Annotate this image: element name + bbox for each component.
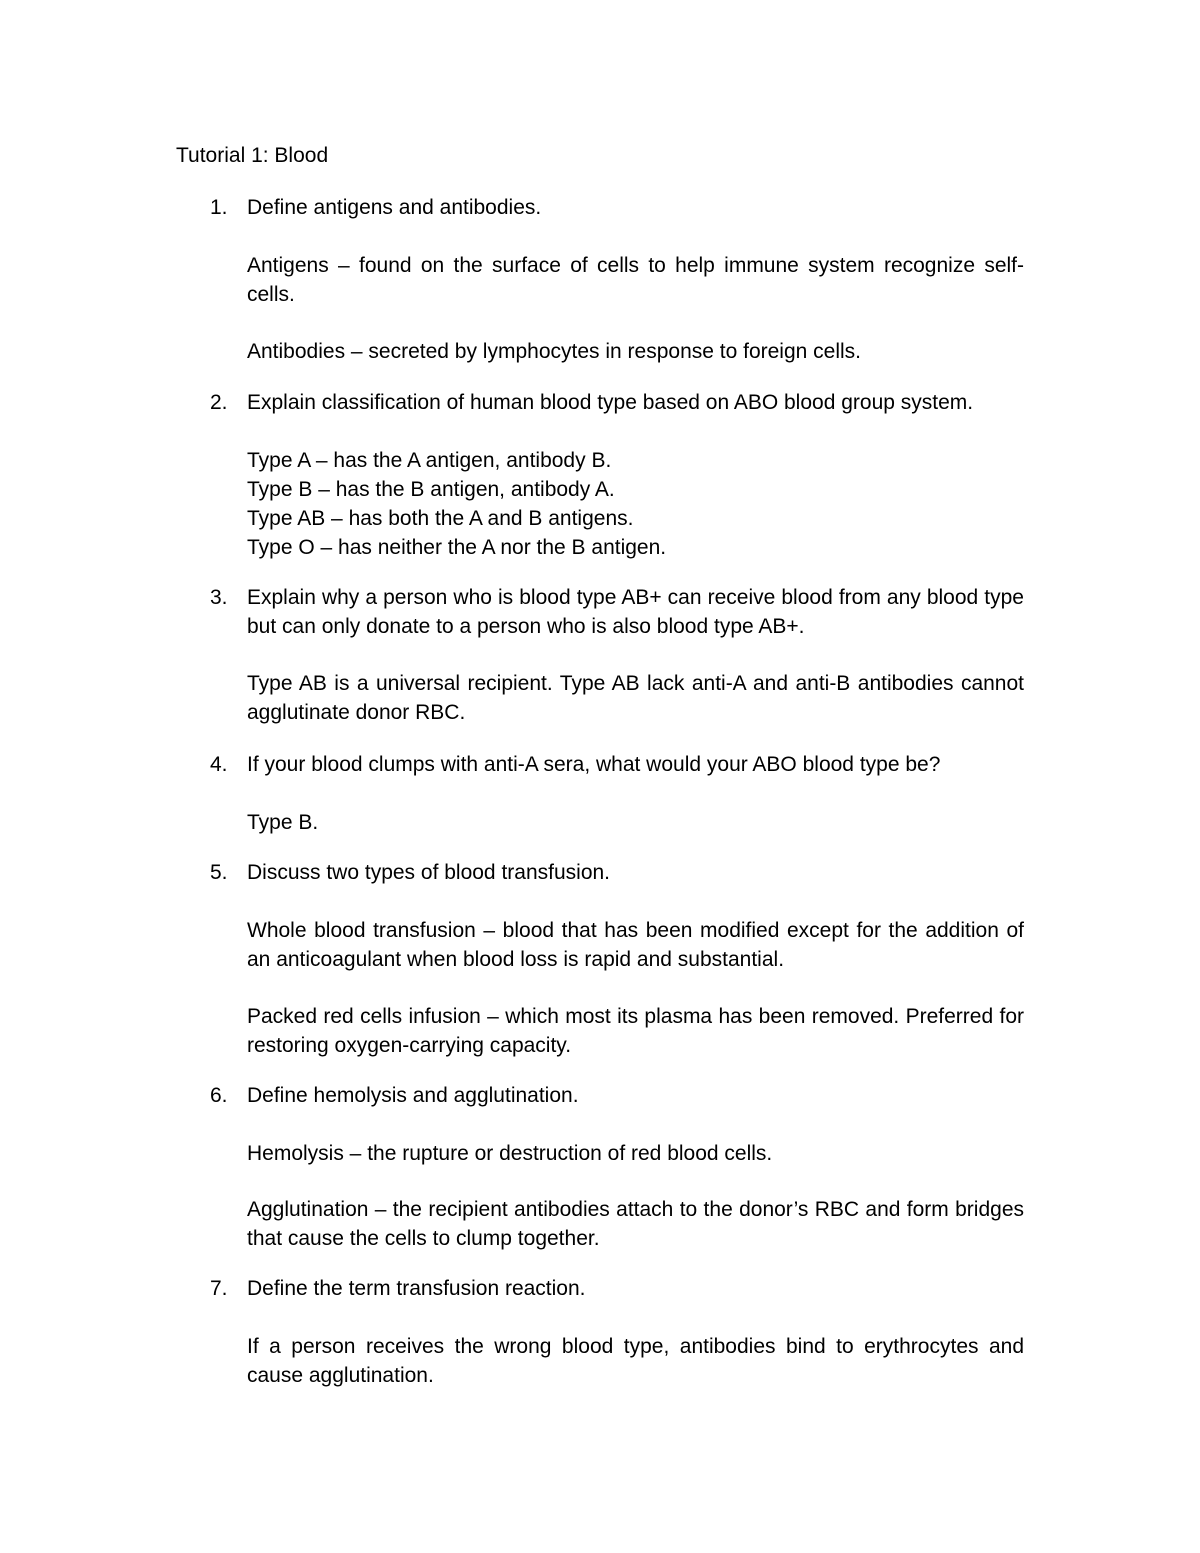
answer-7: If a person receives the wrong blood type, antibodies bind to erythrocytes and cause agglutination. — [247, 1335, 1024, 1387]
question-3-text: Explain why a person who is blood type AB+ can receive blood from any blood type but can only donate to a person who is also blood type AB+. — [247, 586, 1024, 638]
answer-1-antibodies: Antibodies – secreted by lymphocytes in response to foreign cells. — [247, 340, 861, 363]
answer-5-whole-blood: Whole blood transfusion – blood that has been modified except for the addition of an anticoagulant when blood loss is rapid and substantial. — [247, 919, 1024, 971]
question-6-text: Define hemolysis and agglutination. — [247, 1084, 579, 1107]
question-1-number: 1. — [210, 196, 228, 219]
answer-1-antigens: Antigens – found on the surface of cells to help immune system recognize self-cells. — [247, 254, 1024, 306]
question-1-text: Define antigens and antibodies. — [247, 196, 542, 219]
page-title: Tutorial 1: Blood — [176, 144, 329, 167]
answer-4: Type B. — [247, 811, 319, 834]
question-7-number: 7. — [210, 1277, 228, 1300]
question-4-text: If your blood clumps with anti-A sera, what would your ABO blood type be? — [247, 753, 941, 776]
answer-5-packed-cells: Packed red cells infusion – which most its plasma has been removed. Preferred for restoring oxygen-carrying capacity. — [247, 1005, 1024, 1057]
answer-3: Type AB is a universal recipient. Type AB lack anti-A and anti-B antibodies cannot agglutinate donor RBC. — [247, 672, 1024, 724]
question-5-text: Discuss two types of blood transfusion. — [247, 861, 611, 884]
question-5-number: 5. — [210, 861, 228, 884]
answer-2-type-b: Type B – has the B antigen, antibody A. — [247, 478, 615, 501]
question-2-number: 2. — [210, 391, 228, 414]
question-2-text: Explain classification of human blood type based on ABO blood group system. — [247, 391, 974, 414]
answer-6-hemolysis: Hemolysis – the rupture or destruction of red blood cells. — [247, 1142, 773, 1165]
question-6-number: 6. — [210, 1084, 228, 1107]
question-7-text: Define the term transfusion reaction. — [247, 1277, 586, 1300]
question-3-number: 3. — [210, 586, 228, 609]
question-4-number: 4. — [210, 753, 228, 776]
answer-2-type-ab: Type AB – has both the A and B antigens. — [247, 507, 634, 530]
answer-2-types — [247, 446, 1024, 562]
answer-6-agglutination: Agglutination – the recipient antibodies attach to the donor’s RBC and form bridges that cause the cells to clump together. — [247, 1198, 1024, 1250]
answer-2-type-a: Type A – has the A antigen, antibody B. — [247, 449, 612, 472]
answer-2-type-o: Type O – has neither the A nor the B antigen. — [247, 536, 667, 559]
